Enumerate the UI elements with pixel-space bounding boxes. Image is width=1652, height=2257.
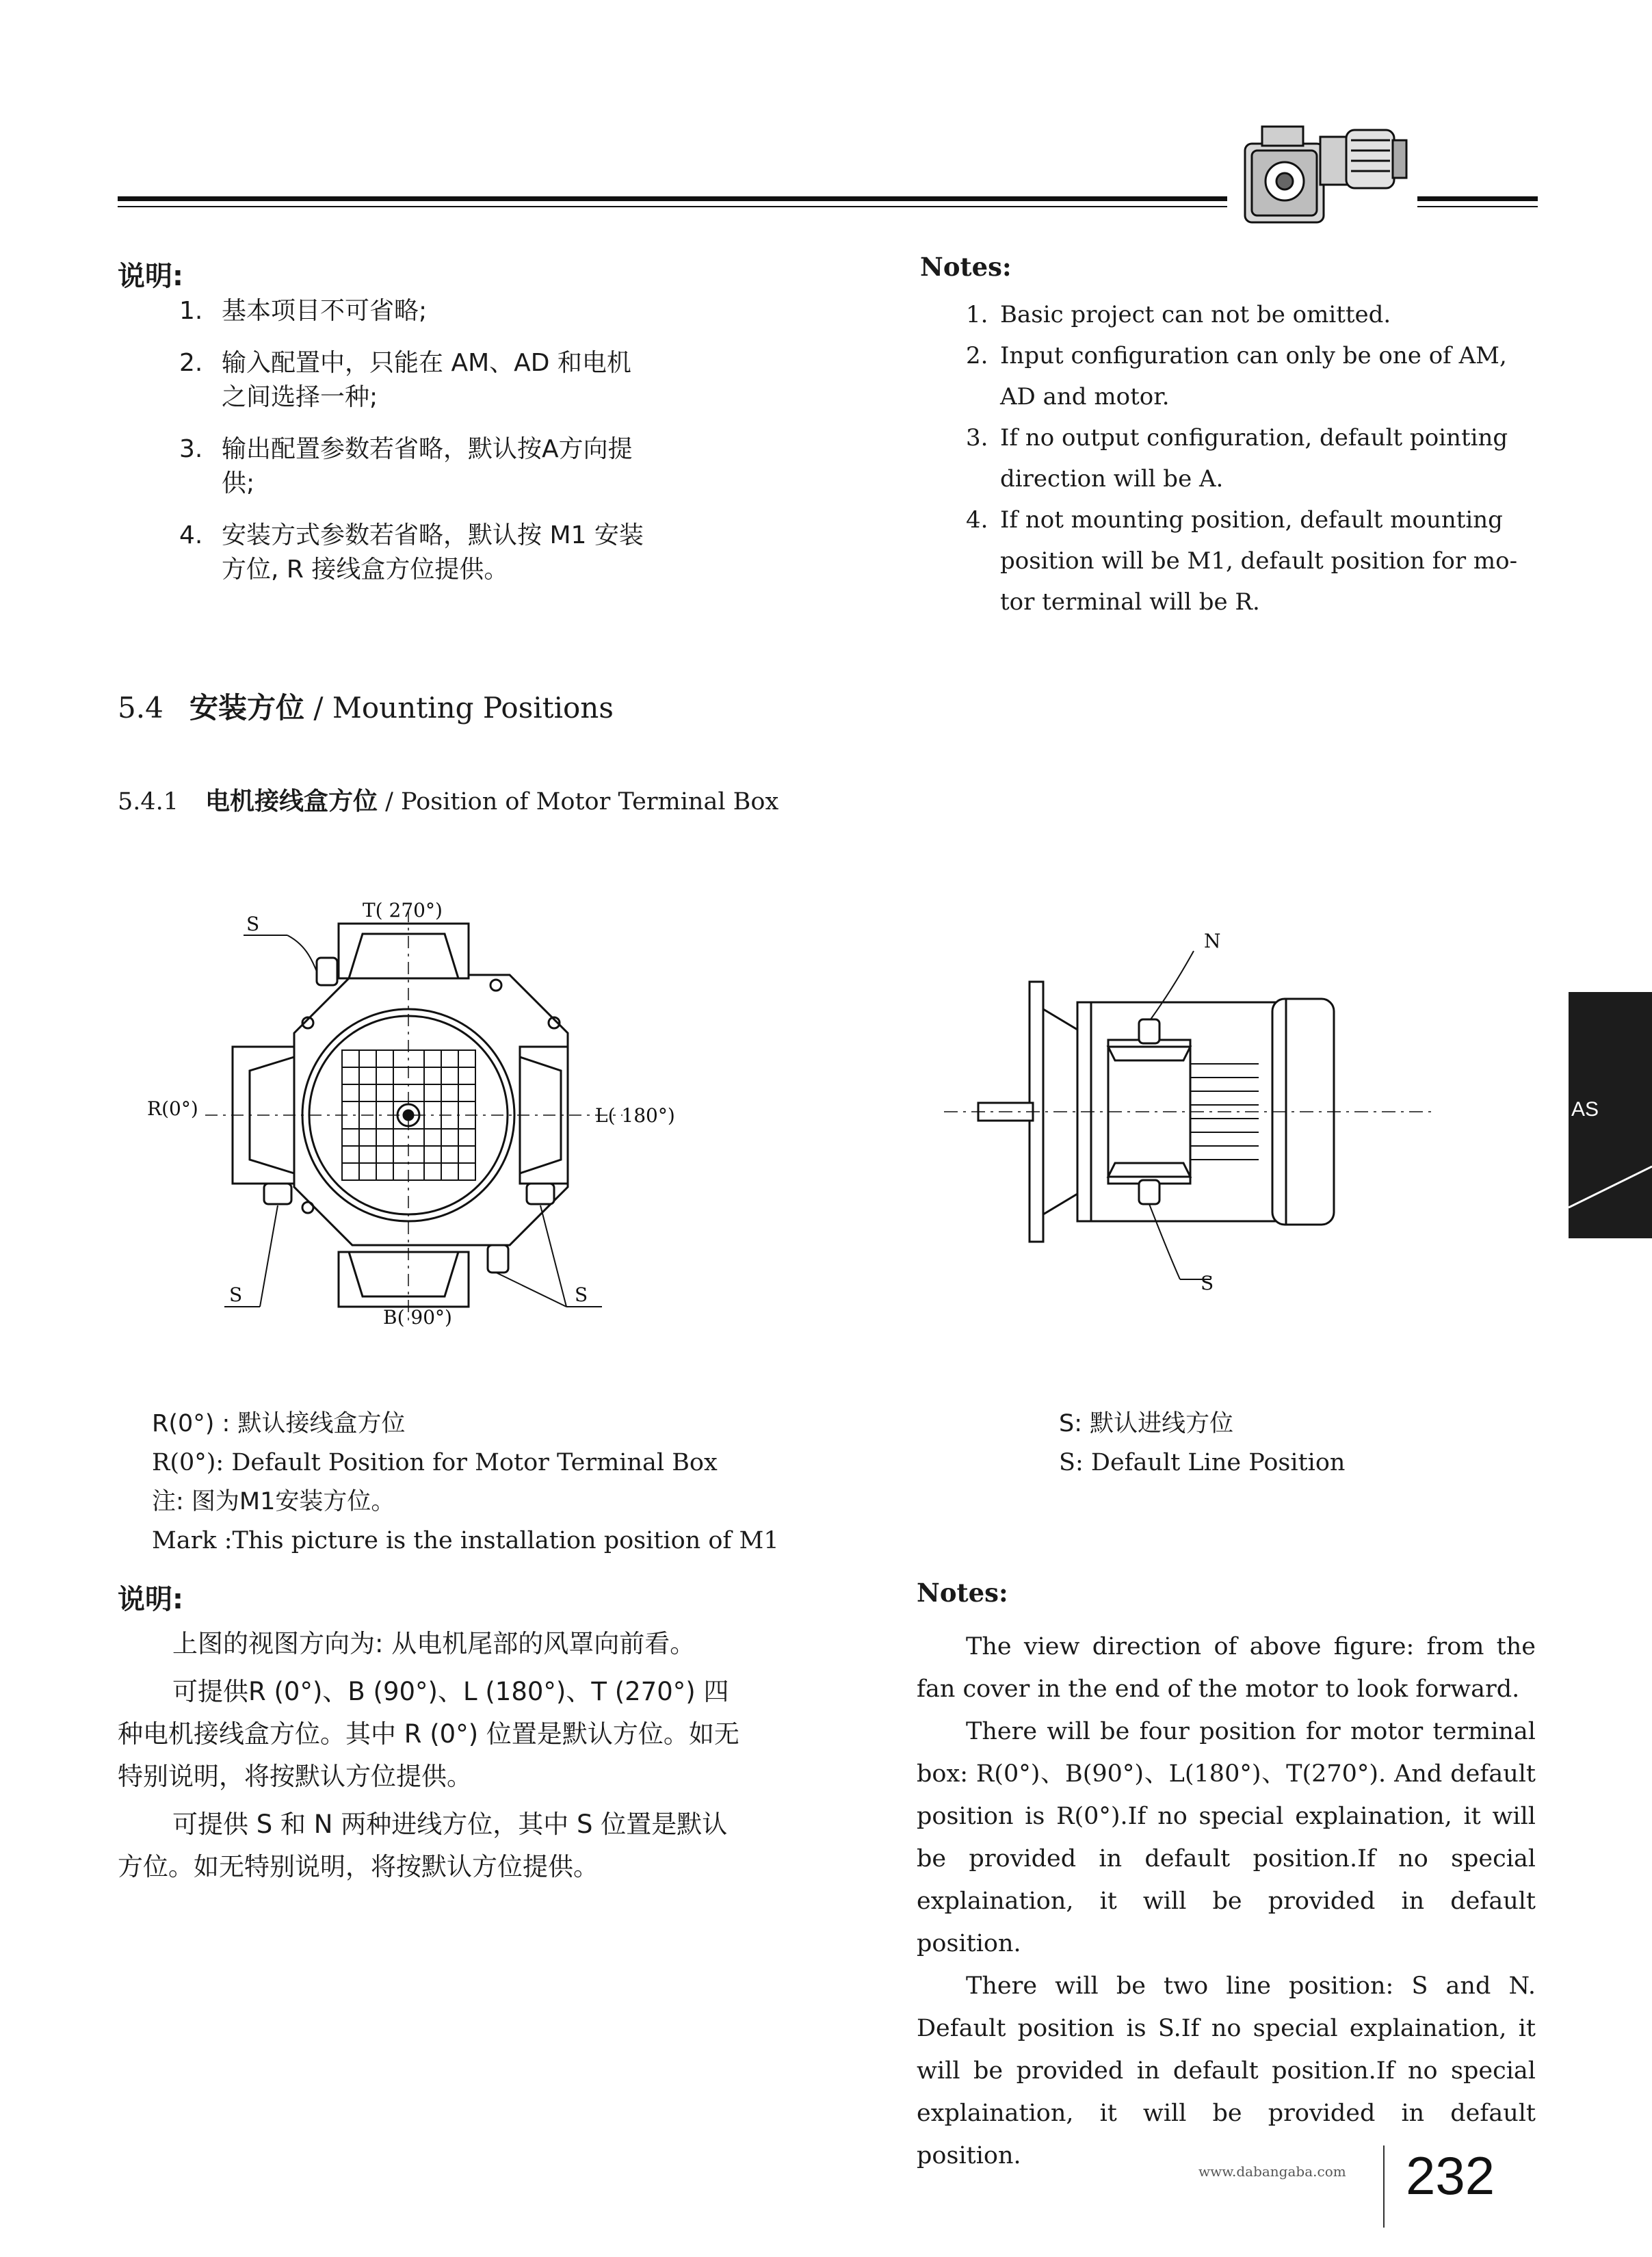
notes-zh-item-3-cont: 供; <box>222 469 255 497</box>
notes-en-item-3-cont: direction will be A. <box>1000 465 1224 493</box>
notes-zh-item-4-cont: 方位, R 接线盒方位提供。 <box>222 556 509 584</box>
notes-en-item-4: 4. If not mounting position, default mounting <box>966 506 1503 534</box>
figure-captions-right <box>1059 1405 1345 1483</box>
label-s: S <box>1201 1272 1214 1294</box>
label-r-0: R(0°) <box>147 1097 198 1120</box>
label-l-180: L( 180°) <box>595 1104 675 1127</box>
footer-url[interactable]: www.dabangaba.com <box>1198 2163 1346 2180</box>
page-number: 232 <box>1406 2145 1495 2206</box>
notes-bottom-zh-para-3: 可提供 S 和 N 两种进线方位，其中 S 位置是默认方位。如无特别说明，将按默认方位提供。 <box>118 1810 728 1881</box>
line-position-diagram <box>937 927 1464 1310</box>
section-5-4-heading: 5.4 安装方位 / Mounting Positions <box>118 691 614 725</box>
notes-zh-item-1: 1. 基本项目不可省略; <box>179 297 428 325</box>
notes-en-item-3: 3. If no output configuration, default pointing <box>966 424 1508 452</box>
label-s-left: S <box>229 1283 243 1306</box>
gear-reducer-icon <box>1231 109 1416 233</box>
notes-zh-list <box>179 294 754 587</box>
caption-s-zh: S: 默认进线方位 <box>1059 1410 1234 1437</box>
label-s-top: S <box>246 913 260 935</box>
header-rule-thin <box>118 206 1227 207</box>
notes-bottom-en-para-1: The view direction of above figure: from the fan cover in the end of the motor to look forward. <box>917 1633 1536 1703</box>
notes-en-item-1: 1. Basic project can not be omitted. <box>966 301 1391 328</box>
terminal-box-positions-diagram <box>123 896 725 1341</box>
notes-bottom-en-para-3: There will be two line position: S and N. Default position is S.If no special explaination, it will be provided in default position.If no special explaination, it will be provided in default position. <box>917 1972 1536 2169</box>
notes-bottom-en-body <box>917 1626 1536 2177</box>
footer-divider <box>1383 2145 1385 2228</box>
notes-en-item-4-cont2: tor terminal will be R. <box>1000 588 1260 616</box>
caption-mark-zh: 注: 图为M1安装方位。 <box>152 1488 395 1515</box>
notes-zh-title: 说明: <box>118 261 183 292</box>
figure-captions-left <box>152 1405 779 1561</box>
label-s-right: S <box>575 1283 588 1306</box>
notes-bottom-en-para-2: There will be four position for motor terminal box: R(0°)、B(90°)、L(180°)、T(270°). And default position is R(0°).If no special explaination, it will be provided in default position.If no special explaination, it will be provided in default position. <box>917 1718 1536 1957</box>
notes-en-item-2-cont: AD and motor. <box>1000 383 1170 410</box>
caption-r-zh: R(0°) : 默认接线盒方位 <box>152 1410 406 1437</box>
notes-zh-item-4: 4. 安装方式参数若省略，默认按 M1 安装 <box>179 521 644 549</box>
notes-en-title: Notes: <box>920 252 1012 282</box>
caption-r-en: R(0°): Default Position for Motor Terminal Box <box>152 1449 718 1476</box>
label-t-270: T( 270°) <box>363 899 443 922</box>
notes-bottom-zh-para-1: 上图的视图方向为: 从电机尾部的风罩向前看。 <box>172 1629 696 1658</box>
notes-zh-item-2: 2. 输入配置中，只能在 AM、AD 和电机 <box>179 349 631 377</box>
label-b-90: B( 90°) <box>383 1306 452 1329</box>
side-tab-label: AS <box>1571 1098 1599 1121</box>
header-rule-right-thin <box>1417 206 1538 207</box>
notes-bottom-zh-para-2: 可提供R (0°)、B (90°)、L (180°)、T (270°) 四种电机接线盒方位。其中 R (0°) 位置是默认方位。如无特别说明，将按默认方位提供。 <box>118 1677 739 1791</box>
notes-en-item-4-cont: position will be M1, default position for mo- <box>1000 547 1518 575</box>
header-rule-thick <box>118 196 1227 201</box>
section-5-4-1-heading: 5.4.1 电机接线盒方位 / Position of Motor Terminal Box <box>118 787 779 816</box>
caption-mark-en: Mark :This picture is the installation position of M1 <box>152 1527 779 1554</box>
notes-bottom-zh-body <box>118 1623 740 1888</box>
notes-bottom-zh-title: 说明: <box>118 1584 183 1615</box>
side-tab[interactable] <box>1569 992 1652 1238</box>
notes-zh-item-3: 3. 输出配置参数若省略，默认按A方向提 <box>179 435 633 463</box>
label-n: N <box>1204 930 1221 952</box>
side-tab-stripe <box>1569 1129 1652 1238</box>
notes-bottom-en-title: Notes: <box>917 1578 1008 1608</box>
notes-zh-item-2-cont: 之间选择一种; <box>222 383 378 411</box>
notes-en-list <box>966 294 1540 623</box>
caption-s-en: S: Default Line Position <box>1059 1449 1346 1476</box>
notes-en-item-2: 2. Input configuration can only be one of AM, <box>966 342 1507 369</box>
header-rule-right-thick <box>1417 196 1538 201</box>
